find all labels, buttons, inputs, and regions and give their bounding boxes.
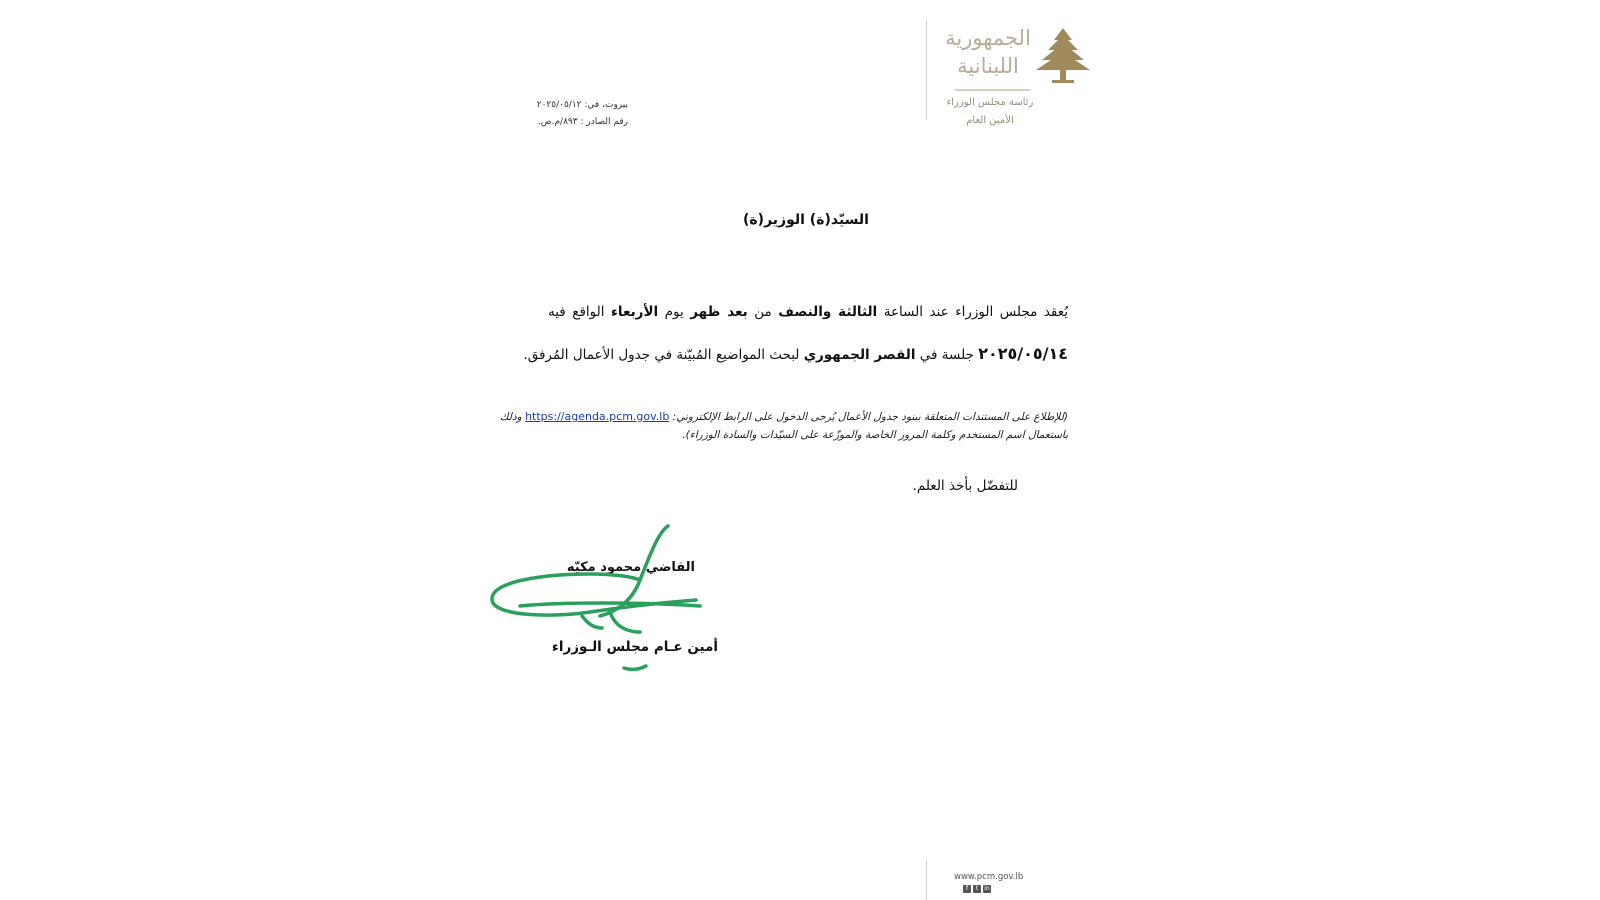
signer-name: القاضي محمود مكيّه xyxy=(566,560,695,575)
closing-line: للتفضّل بأخذ العلم. xyxy=(912,478,1018,494)
signer-title: أمين عـام مجلس الـوزراء xyxy=(551,639,718,655)
reference-label: رقم الصادر : xyxy=(580,117,628,127)
body-line-2 xyxy=(523,344,1068,363)
linkedin-icon[interactable]: in xyxy=(984,885,990,892)
body-text: جلسة في xyxy=(919,347,974,363)
session-location: القصر الجمهوري xyxy=(803,347,916,363)
reference-value: ٨٩٣/م.ص. xyxy=(537,117,578,127)
body-text: يُعقد مجلس الوزراء عند الساعة xyxy=(883,304,1069,320)
body-line-1 xyxy=(548,304,1068,320)
social-icons xyxy=(963,885,991,893)
reference-line xyxy=(538,117,628,127)
republic-name: الجمهورية اللبنانية xyxy=(945,26,1031,78)
session-day: الأربعاء xyxy=(611,304,659,320)
date-line xyxy=(537,100,628,110)
date-value: ٢٠٢٥/٠٥/١٢ xyxy=(536,100,582,110)
cedar-logo-icon xyxy=(1032,26,1094,86)
secretary-general-label: الأمين العام xyxy=(966,115,1014,126)
header-divider xyxy=(926,20,927,120)
notice-text: وذلك xyxy=(499,411,522,423)
presidency-label: رئاسة مجلس الوزراء xyxy=(946,97,1034,108)
letterhead-rule xyxy=(955,89,1030,91)
notice-line-2: باستعمال اسم المستخدم وكلمة المرور الخاصة والموزّعة على السيّدات والسادة الوزراء). xyxy=(682,429,1068,441)
session-time: الثالثة والنصف xyxy=(778,304,878,320)
date-label: بيروت، في: xyxy=(584,100,628,110)
session-period: بعد ظهر xyxy=(690,304,748,320)
footer-divider xyxy=(926,860,927,900)
session-date: ٢٠٢٥/٠٥/١٤ xyxy=(978,344,1068,363)
agenda-link[interactable]: https://agenda.pcm.gov.lb xyxy=(525,410,670,423)
facebook-icon[interactable]: f xyxy=(963,885,971,893)
body-text: لبحث المواضيع المُبيّنة في جدول الأعمال المُرفق. xyxy=(523,347,800,363)
footer-url[interactable]: www.pcm.gov.lb xyxy=(954,872,1024,882)
handwritten-signature xyxy=(490,520,730,680)
twitter-icon[interactable]: t xyxy=(973,885,981,893)
body-text: الواقع فيه xyxy=(548,304,605,320)
addressee: السيّد(ة) الوزير(ة) xyxy=(743,212,869,228)
notice-text: (للإطلاع على المستندات المتعلقة ببنود جدول الأعمال يُرجى الدخول على الرابط الإلكتروني: xyxy=(672,411,1068,423)
notice-line-1 xyxy=(500,410,1068,423)
body-text: من xyxy=(754,304,772,320)
body-text: يوم xyxy=(664,304,684,320)
